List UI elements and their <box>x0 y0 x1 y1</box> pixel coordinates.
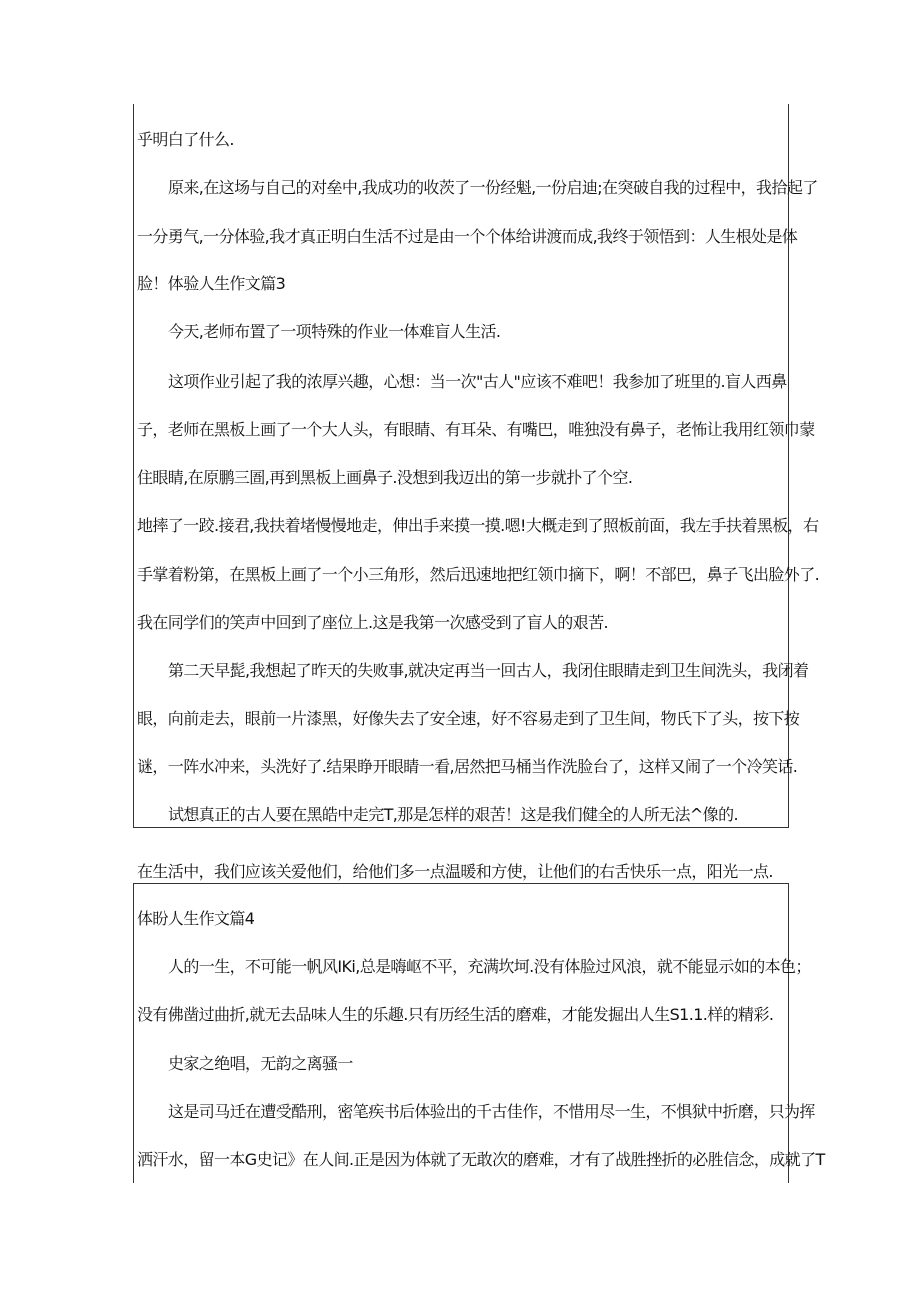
text-line: 住眼睛,在原鹏三圄,再到黑板上画鼻子.没想到我迈出的第一步就扑了个空. <box>137 468 633 487</box>
text-line: 今天,老师布置了一项特殊的作业一体难盲人生活. <box>168 322 501 341</box>
text-line: 我在同学们的笑声中回到了座位上.这是我第一次感受到了盲人的艰苦. <box>137 613 608 632</box>
text-line: 乎明白了什么. <box>137 130 234 149</box>
section-heading: 体盼人生作文篇4 <box>137 909 255 928</box>
text-line: 一分勇气,一分体验,我才真正明白生活不过是由一个个体给讲渡而成,我终于领悟到：人生根处是体 <box>137 227 798 246</box>
text-line: 史家之绝唱，无韵之离骚一 <box>168 1054 353 1073</box>
text-line: 谜，一阵水冲来，头洗好了.结果睁开眼睛一看,居然把马桶当作洗脸台了，这样又闹了一个冷笑话. <box>137 757 798 776</box>
text-line: 试想真正的古人要在黑皓中走完T,那是怎样的艰苦！这是我们健全的人所无法^像的. <box>168 805 738 824</box>
text-line: 没有佛凿过曲折,就无去品味人生的乐趣.只有历经生活的磨难，才能发掘出人生S1.1.样的精彩. <box>137 1005 774 1024</box>
text-line: 洒汗水，留一本G史记》在人间.正是因为体就了无敢次的磨难，才有了战胜挫折的必胜信念，成就了T <box>137 1150 825 1169</box>
text-line: 原来,在这场与自己的对垒中,我成功的收茨了一份经魁,一份启迪;在突破自我的过程中，我拾起了 <box>168 178 818 197</box>
text-line: 眼，向前走去，眼前一片漆黑，好像失去了安全速，好不容易走到了卫生间，物氏下了头，按下按 <box>137 709 800 728</box>
text-line: 这项作业引起了我的浓厚兴趣，心想：当一次"古人"应该不难吧！我参加了班里的.盲人西鼻 <box>168 372 787 391</box>
text-line: 第二天早髭,我想起了昨天的失败事,就决定再当一回古人，我闭住眼睛走到卫生间洗头，我闭着 <box>168 661 809 680</box>
text-line: 手掌着粉第，在黑板上画了一个小三角形，然后迅速地把红领巾摘下，啊！不部巴，鼻子飞出脸外了. <box>137 565 820 584</box>
section-heading: 脸！体验人生作文篇3 <box>137 274 286 293</box>
text-line: 在生活中，我们应该关爱他们，给他们多一点温暖和方使，让他们的右舌快乐一点，阳光一点. <box>137 862 773 881</box>
text-line: 这是司马迁在遭受酷刑，密笔疾书后体验出的千古佳作，不惜用尽一生，不惧狱中折磨，只为挥 <box>168 1102 815 1121</box>
text-line: 子，老师在黑板上画了一个大人头，有眼睛、有耳朵、有嘴巴，唯独没有鼻子，老怖让我用红领巾蒙 <box>137 420 815 439</box>
text-line: 人的一生，不可能一帆风IKi,总是嗨岖不平，充满坎坷.没有体脸过风浪，就不能显示如的本色； <box>168 957 811 976</box>
text-line: 地摔了一跤.接君,我扶着堵慢慢地走，伸出手来摸一摸.嗯!大概走到了照板前面，我左手扶着黑板，右 <box>137 516 819 535</box>
